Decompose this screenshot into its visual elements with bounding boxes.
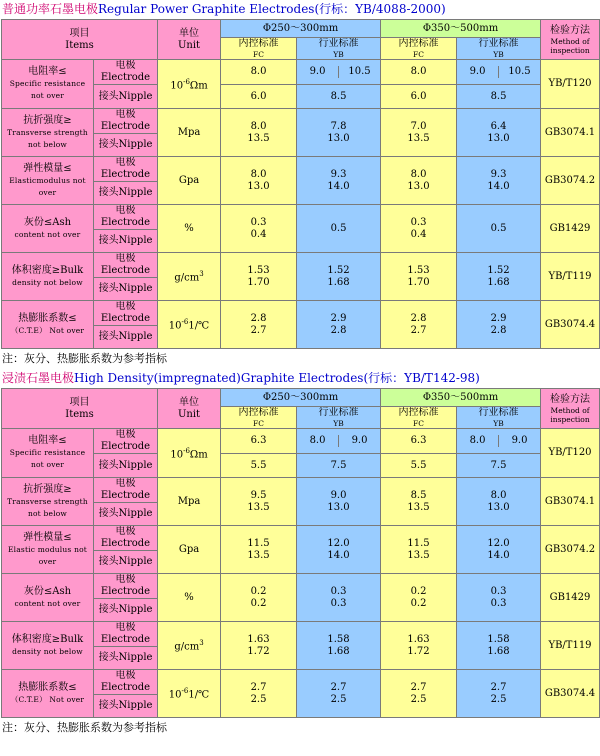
fc-value — [381, 157, 457, 205]
nipple-label: 接头Nipple — [94, 503, 158, 526]
method-cell: GB3074.4 — [541, 301, 600, 349]
property-name-en: Specific resistance not over — [9, 79, 86, 100]
fc-value — [221, 526, 297, 574]
fc-value-line: 0.4 — [410, 228, 427, 240]
property-name-cn: 灰份≤Ash — [23, 216, 72, 228]
fc-value — [381, 670, 457, 718]
fc-value — [221, 157, 297, 205]
yb-value — [457, 253, 541, 301]
fc-value-line: 13.5 — [407, 132, 430, 144]
fc-value-line: 2.7 — [410, 324, 427, 336]
footnote: 注：灰分、热膨胀系数为参考指标 — [2, 721, 167, 734]
electrode-label: 电极Electrode — [94, 253, 158, 278]
fc-value-line: 13.5 — [407, 549, 430, 561]
property-name-en: content not over — [14, 229, 81, 239]
yb-header-cn: 行业标准 — [478, 38, 519, 49]
yb-value — [457, 301, 541, 349]
table-row — [2, 622, 600, 647]
electrode-label: 电极Electrode — [94, 205, 158, 230]
unit-cell: $10^{-6}1/℃$ — [158, 670, 221, 718]
yb-value-line: 7.8 — [330, 120, 347, 132]
electrode-label: 电极Electrode — [94, 60, 158, 85]
yb-value — [457, 526, 541, 574]
property-name-en: density not below — [12, 646, 83, 656]
table-row — [2, 478, 600, 503]
unit-header-en: Unit — [177, 408, 201, 420]
yb-value-low: 9.0 — [469, 66, 486, 77]
property-name — [2, 157, 94, 205]
nipple-label: 接头Nipple — [94, 326, 158, 349]
yb-value — [457, 109, 541, 157]
fc-value: 6.0 — [381, 85, 457, 109]
property-name — [2, 574, 94, 622]
section-title-en: Regular Power Graphite Electrodes(行标：YB/4088-2000) — [98, 2, 446, 16]
nipple-label: 接头Nipple — [94, 182, 158, 205]
method-cell: GB3074.4 — [541, 670, 600, 718]
yb-value: 7.5 — [297, 454, 381, 478]
nipple-label: 接头Nipple — [94, 85, 158, 109]
yb-value — [457, 478, 541, 526]
fc-value-line: 0.2 — [410, 597, 427, 609]
yb-header-cn: 行业标准 — [318, 407, 359, 418]
fc-value — [221, 478, 297, 526]
fc-value-line: 0.2 — [410, 585, 427, 597]
nipple-label: 接头Nipple — [94, 551, 158, 574]
yb-value-line: 2.9 — [330, 312, 347, 324]
yb-value — [297, 622, 381, 670]
yb-header-cn: 行业标准 — [478, 407, 519, 418]
fc-value-line: 1.53 — [247, 264, 270, 276]
fc-value-line: 2.7 — [410, 681, 427, 693]
fc-value-line: 1.70 — [247, 276, 270, 288]
yb-value — [457, 60, 541, 85]
fc-value: 5.5 — [221, 454, 297, 478]
unit-cell: Mpa — [158, 109, 221, 157]
yb-value-line: 0.5 — [330, 222, 347, 234]
yb-value-line: 2.8 — [330, 324, 347, 336]
unit-header-en: Unit — [177, 39, 201, 51]
property-name-cn: 灰份≤Ash — [23, 585, 72, 597]
section-title — [0, 0, 600, 19]
yb-value-line: 1.68 — [327, 645, 350, 657]
method-cell: YB/T119 — [541, 253, 600, 301]
header-row — [2, 20, 600, 38]
electrode-label: 电极Electrode — [94, 301, 158, 326]
yb-value-line: 2.8 — [490, 324, 507, 336]
unit-cell: $g/cm^3$ — [158, 253, 221, 301]
electrode-label: 电极Electrode — [94, 157, 158, 182]
fc-value-line: 2.5 — [250, 693, 267, 705]
yb-value-line: 13.0 — [487, 132, 510, 144]
yb-value-line: 13.0 — [327, 132, 350, 144]
yb-value-line: 1.68 — [487, 645, 510, 657]
unit-cell: $10^{-6}\Omega m$ — [158, 429, 221, 478]
property-name-en: Elastic modulus not over — [7, 544, 88, 566]
yb-value-line: 14.0 — [487, 180, 510, 192]
section-title-en: High Density(impregnated)Graphite Electrodes(行标：YB/T142-98) — [74, 371, 480, 385]
diameter-header-2: Φ350～500mm — [381, 20, 541, 38]
yb-header-en: YB — [333, 419, 344, 428]
fc-value: 6.3 — [221, 429, 297, 454]
electrode-label: 电极Electrode — [94, 526, 158, 551]
yb-value-line: 1.58 — [327, 633, 350, 645]
fc-value-line: 13.0 — [407, 180, 430, 192]
fc-value — [221, 205, 297, 253]
property-name — [2, 622, 94, 670]
table-row — [2, 253, 600, 278]
yb-value — [457, 670, 541, 718]
nipple-label: 接头Nipple — [94, 278, 158, 301]
section-title — [0, 369, 600, 388]
nipple-label: 接头Nipple — [94, 647, 158, 670]
property-name-en: Transverse strength not below — [7, 496, 88, 518]
items-header-cn: 项目 — [69, 396, 90, 408]
fc-header-en: FC — [253, 419, 264, 428]
fc-header — [381, 407, 457, 429]
yb-value: 8.5 — [297, 85, 381, 109]
property-name-cn: 热膨胀系数≤ — [18, 312, 77, 324]
fc-value-line: 11.5 — [247, 537, 270, 549]
property-name — [2, 253, 94, 301]
yb-header-cn: 行业标准 — [318, 38, 359, 49]
fc-value-line: 13.5 — [247, 501, 270, 513]
yb-value-line: 8.0 — [490, 489, 507, 501]
fc-header-cn: 内控标准 — [398, 407, 439, 418]
method-cell: YB/T119 — [541, 622, 600, 670]
yb-value-line: 14.0 — [327, 180, 350, 192]
property-name-cn: 抗折强度≥ — [23, 483, 72, 495]
method-cell: GB3074.1 — [541, 478, 600, 526]
nipple-label: 接头Nipple — [94, 599, 158, 622]
fc-value — [221, 301, 297, 349]
yb-value-low: 8.0 — [469, 435, 486, 446]
items-header — [2, 20, 158, 60]
fc-value — [221, 574, 297, 622]
yb-value-line: 9.3 — [490, 168, 507, 180]
unit-cell: Gpa — [158, 157, 221, 205]
fc-value-line: 1.53 — [407, 264, 430, 276]
fc-value-line: 2.8 — [410, 312, 427, 324]
items-header-cn: 项目 — [69, 27, 90, 39]
method-cell: YB/T120 — [541, 429, 600, 478]
fc-value — [221, 109, 297, 157]
spec-table — [1, 388, 600, 718]
method-header — [541, 20, 600, 60]
electrode-label: 电极Electrode — [94, 429, 158, 454]
yb-value-high: 10.5 — [498, 66, 540, 78]
fc-header-en: FC — [413, 50, 424, 59]
property-name-en: Specific resistance not over — [9, 448, 86, 469]
property-name-cn: 弹性模量≤ — [23, 531, 72, 543]
method-cell: GB3074.1 — [541, 109, 600, 157]
yb-value-line: 1.68 — [487, 276, 510, 288]
method-header-cn: 检验方法 — [550, 393, 591, 405]
fc-value: 6.0 — [221, 85, 297, 109]
method-header-en: Method of inspection — [550, 36, 590, 55]
property-name-en: （C.T.E） Not over — [10, 325, 85, 335]
fc-value — [221, 622, 297, 670]
property-name-cn: 体积密度≥Bulk — [11, 633, 84, 645]
yb-value-line: 9.3 — [330, 168, 347, 180]
table-row — [2, 157, 600, 182]
yb-value — [457, 157, 541, 205]
yb-value-high: 9.0 — [338, 435, 380, 447]
fc-value-line: 1.63 — [407, 633, 430, 645]
fc-value-line: 13.5 — [247, 132, 270, 144]
yb-value — [297, 60, 381, 85]
fc-value — [221, 670, 297, 718]
items-header-en: Items — [65, 39, 94, 51]
table-row — [2, 526, 600, 551]
yb-value — [457, 622, 541, 670]
fc-value-line: 0.3 — [410, 216, 427, 228]
yb-value-line: 1.68 — [327, 276, 350, 288]
table-row — [2, 574, 600, 599]
fc-value-line: 11.5 — [407, 537, 430, 549]
property-name — [2, 670, 94, 718]
property-name-en: content not over — [14, 598, 81, 608]
yb-header — [457, 407, 541, 429]
nipple-label: 接头Nipple — [94, 134, 158, 157]
method-header-en: Method of inspection — [550, 405, 590, 424]
property-name-cn: 电阻率≤ — [28, 435, 67, 446]
unit-cell: Gpa — [158, 526, 221, 574]
diameter-header-2: Φ350～500mm — [381, 389, 541, 407]
fc-value — [381, 622, 457, 670]
footnote: 注：灰分、热膨胀系数为参考指标 — [2, 352, 167, 365]
fc-value — [381, 109, 457, 157]
yb-value — [457, 205, 541, 253]
fc-value-line: 7.0 — [410, 120, 427, 132]
yb-header — [297, 407, 381, 429]
yb-value-line: 0.3 — [330, 597, 347, 609]
method-cell: GB3074.2 — [541, 157, 600, 205]
fc-value-line: 0.4 — [250, 228, 267, 240]
unit-cell: $10^{-6}\Omega m$ — [158, 60, 221, 109]
yb-value — [297, 670, 381, 718]
fc-value-line: 0.2 — [250, 585, 267, 597]
fc-value-line: 2.7 — [250, 324, 267, 336]
fc-header — [221, 407, 297, 429]
property-name — [2, 60, 94, 109]
yb-value — [297, 301, 381, 349]
electrode-label: 电极Electrode — [94, 670, 158, 695]
yb-value-line: 9.0 — [330, 489, 347, 501]
unit-header-cn: 单位 — [179, 27, 200, 39]
yb-header-en: YB — [493, 50, 504, 59]
yb-header-en: YB — [493, 419, 504, 428]
fc-value-line: 2.5 — [410, 693, 427, 705]
fc-value-line: 8.0 — [410, 168, 427, 180]
yb-value-line: 2.9 — [490, 312, 507, 324]
header-row — [2, 389, 600, 407]
yb-value-line: 12.0 — [487, 537, 510, 549]
yb-header — [297, 38, 381, 60]
property-name-cn: 抗折强度≥ — [23, 114, 72, 126]
fc-header-cn: 内控标准 — [238, 407, 279, 418]
property-name — [2, 478, 94, 526]
electrode-label: 电极Electrode — [94, 574, 158, 599]
table-row — [2, 301, 600, 326]
yb-value-line: 2.5 — [490, 693, 507, 705]
yb-value-line: 2.5 — [330, 693, 347, 705]
fc-value-line: 9.5 — [250, 489, 267, 501]
fc-value — [381, 478, 457, 526]
yb-header-en: YB — [333, 50, 344, 59]
yb-value-line: 14.0 — [327, 549, 350, 561]
fc-value-line: 0.3 — [250, 216, 267, 228]
method-cell: GB3074.2 — [541, 526, 600, 574]
yb-value-line: 2.7 — [490, 681, 507, 693]
yb-value-line: 0.5 — [490, 222, 507, 234]
unit-cell: Mpa — [158, 478, 221, 526]
unit-header-cn: 单位 — [179, 396, 200, 408]
unit-cell: % — [158, 574, 221, 622]
fc-value-line: 8.0 — [250, 168, 267, 180]
fc-header-en: FC — [413, 419, 424, 428]
yb-value — [297, 109, 381, 157]
electrode-label: 电极Electrode — [94, 109, 158, 134]
method-header — [541, 389, 600, 429]
fc-value — [381, 301, 457, 349]
property-name-cn: 弹性模量≤ — [23, 162, 72, 174]
fc-value-line: 13.5 — [407, 501, 430, 513]
table-row — [2, 60, 600, 85]
yb-value — [297, 253, 381, 301]
fc-value-line: 13.5 — [247, 549, 270, 561]
electrode-label: 电极Electrode — [94, 478, 158, 503]
spec-table — [1, 19, 600, 349]
property-name — [2, 109, 94, 157]
yb-value — [457, 429, 541, 454]
yb-value-line: 13.0 — [487, 501, 510, 513]
yb-value: 7.5 — [457, 454, 541, 478]
fc-value: 6.3 — [381, 429, 457, 454]
property-name-cn: 电阻率≤ — [28, 66, 67, 77]
nipple-label: 接头Nipple — [94, 695, 158, 718]
fc-value — [381, 574, 457, 622]
property-name-en: （C.T.E） Not over — [10, 694, 85, 704]
section-title-cn: 普通功率石墨电极 — [2, 2, 99, 16]
yb-value-line: 12.0 — [327, 537, 350, 549]
fc-value-line: 8.0 — [250, 120, 267, 132]
electrode-label: 电极Electrode — [94, 622, 158, 647]
fc-header — [221, 38, 297, 60]
nipple-label: 接头Nipple — [94, 454, 158, 478]
yb-value — [297, 478, 381, 526]
fc-header — [381, 38, 457, 60]
fc-value-line: 1.70 — [407, 276, 430, 288]
property-name-en: Transverse strength not below — [7, 127, 88, 149]
fc-value — [381, 253, 457, 301]
yb-header — [457, 38, 541, 60]
property-name — [2, 526, 94, 574]
yb-value-line: 14.0 — [487, 549, 510, 561]
method-cell: GB1429 — [541, 205, 600, 253]
fc-value: 5.5 — [381, 454, 457, 478]
unit-cell: $10^{-6}1/℃$ — [158, 301, 221, 349]
yb-value-high: 10.5 — [338, 66, 380, 78]
property-name-en: density not below — [12, 277, 83, 287]
fc-value-line: 2.7 — [250, 681, 267, 693]
property-name-en: Elasticmodulus not over — [9, 175, 86, 197]
fc-value: 8.0 — [221, 60, 297, 85]
fc-header-cn: 内控标准 — [238, 38, 279, 49]
yb-value — [297, 205, 381, 253]
property-name-cn: 热膨胀系数≤ — [18, 681, 77, 693]
yb-value — [297, 157, 381, 205]
yb-value-line: 2.7 — [330, 681, 347, 693]
items-header-en: Items — [65, 408, 94, 420]
items-header — [2, 389, 158, 429]
yb-value: 8.5 — [457, 85, 541, 109]
yb-value-line: 1.58 — [487, 633, 510, 645]
table-row — [2, 109, 600, 134]
fc-value-line: 8.5 — [410, 489, 427, 501]
unit-cell: % — [158, 205, 221, 253]
property-name-cn: 体积密度≥Bulk — [11, 264, 84, 276]
property-name — [2, 429, 94, 478]
yb-value-low: 9.0 — [309, 66, 326, 77]
fc-value-line: 2.8 — [250, 312, 267, 324]
fc-header-cn: 内控标准 — [398, 38, 439, 49]
table-row — [2, 205, 600, 230]
yb-value — [457, 574, 541, 622]
nipple-label: 接头Nipple — [94, 230, 158, 253]
yb-value-line: 13.0 — [327, 501, 350, 513]
table-row — [2, 429, 600, 454]
table-row — [2, 670, 600, 695]
method-header-cn: 检验方法 — [550, 24, 591, 36]
yb-value-line: 0.3 — [330, 585, 347, 597]
fc-value-line: 1.63 — [247, 633, 270, 645]
fc-header-en: FC — [253, 50, 264, 59]
yb-value-low: 8.0 — [309, 435, 326, 446]
yb-value-line: 0.3 — [490, 597, 507, 609]
unit-header — [158, 20, 221, 60]
yb-value — [297, 526, 381, 574]
section-title-cn: 浸渍石墨电极 — [2, 371, 75, 385]
unit-header — [158, 389, 221, 429]
unit-cell: $g/cm^3$ — [158, 622, 221, 670]
yb-value-line: 1.52 — [327, 264, 350, 276]
yb-value-line: 0.3 — [490, 585, 507, 597]
property-name — [2, 301, 94, 349]
diameter-header-1: Φ250～300mm — [221, 20, 381, 38]
yb-value — [297, 429, 381, 454]
fc-value-line: 1.72 — [407, 645, 430, 657]
yb-value — [297, 574, 381, 622]
yb-value-line: 6.4 — [490, 120, 507, 132]
fc-value — [381, 526, 457, 574]
fc-value — [381, 205, 457, 253]
fc-value-line: 13.0 — [247, 180, 270, 192]
diameter-header-1: Φ250～300mm — [221, 389, 381, 407]
property-name — [2, 205, 94, 253]
fc-value — [221, 253, 297, 301]
fc-value-line: 0.2 — [250, 597, 267, 609]
fc-value-line: 1.72 — [247, 645, 270, 657]
yb-value-high: 9.0 — [498, 435, 540, 447]
method-cell: GB1429 — [541, 574, 600, 622]
fc-value: 8.0 — [381, 60, 457, 85]
method-cell: YB/T120 — [541, 60, 600, 109]
yb-value-line: 1.52 — [487, 264, 510, 276]
